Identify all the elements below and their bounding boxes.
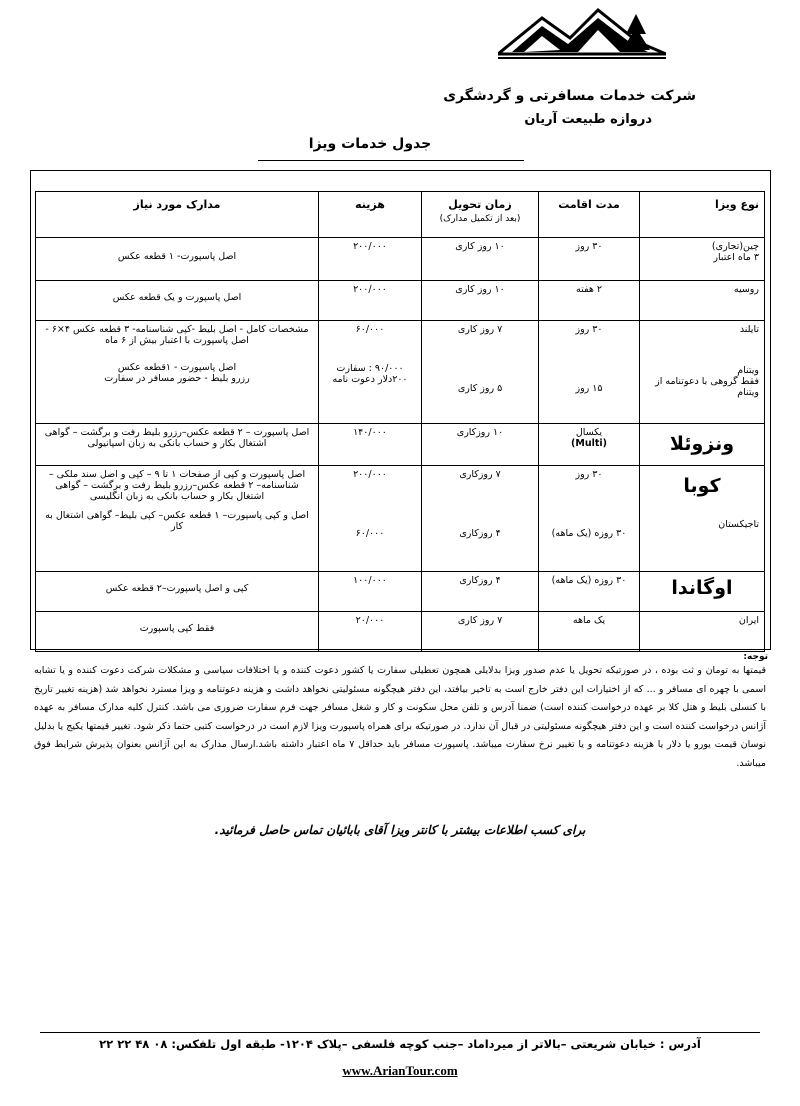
cost-line: ۲۰۰/۰۰۰	[353, 469, 387, 480]
header-delivery	[422, 192, 539, 238]
cell-delivery: ۱۰ روز کاری	[422, 238, 539, 281]
cell-type	[640, 321, 765, 424]
visa-services-table	[35, 191, 765, 652]
table-row	[36, 572, 765, 612]
delivery-line: ۵ روز کاری	[457, 383, 503, 394]
type-line: فقط گروهی با دعوتنامه از ویتنام	[655, 376, 759, 398]
stay-line: یکسال	[575, 427, 603, 438]
docs-text: رزرو بلیط - حضور مسافر در سفارت	[104, 373, 250, 384]
docs-text: اصل و کپی پاسپورت– ۱ قطعه عکس– کپی بلیط– گواهی اشتغال به کار	[45, 510, 309, 532]
cost-line: ۶۰/۰۰۰	[355, 324, 385, 335]
cell-cost	[319, 321, 422, 424]
cell-docs	[36, 238, 319, 281]
company-subtitle: دروازه طبیعت آریان	[524, 112, 652, 127]
cell-docs	[36, 281, 319, 321]
cell-delivery	[422, 466, 539, 572]
cell-cost: ۱۰۰/۰۰۰	[319, 572, 422, 612]
stay-line: ۳۰ روز	[575, 469, 603, 480]
table-row	[36, 281, 765, 321]
cell-docs	[36, 321, 319, 424]
docs-text: اصل پاسپورت و یک قطعه عکس	[112, 292, 242, 303]
cell-delivery: ۴ روزکاری	[422, 572, 539, 612]
page-title: جدول خدمات ویزا	[308, 136, 432, 152]
delivery-line: ۴ روزکاری	[459, 528, 501, 539]
cell-type	[640, 572, 765, 612]
cost-line: ۶۰/۰۰۰	[355, 528, 385, 539]
cell-stay: ۳۰ روزه (یک ماهه)	[539, 572, 640, 612]
cell-cost	[319, 466, 422, 572]
cell-docs: اصل پاسپورت – ۲ قطعه عکس–رزرو بلیط رفت و برگشت – گواهی اشتغال بکار و حساب بانکی به زبان اسپانیولی	[36, 424, 319, 466]
country-cuba: کوبا	[683, 475, 721, 497]
cell-stay	[539, 424, 640, 466]
cell-docs	[36, 612, 319, 652]
cell-type	[640, 424, 765, 466]
cell-type	[640, 466, 765, 572]
docs-text: اصل پاسپورت - ۱قطعه عکس	[117, 362, 237, 373]
website-link[interactable]: www.ArianTour.com	[342, 1063, 458, 1078]
header-docs: مدارک مورد نیاز	[36, 192, 319, 238]
docs-text: کپی و اصل پاسپورت–۲ قطعه عکس	[105, 583, 249, 594]
type-line: چین(تجاری)	[711, 241, 759, 252]
docs-text: فقط کپی پاسپورت	[139, 623, 215, 634]
cell-stay	[539, 466, 640, 572]
cell-cost: ۱۴۰/۰۰۰	[319, 424, 422, 466]
docs-text: اصل پاسپورت- ۱ قطعه عکس	[117, 251, 237, 262]
cell-cost: ۲۰۰/۰۰۰	[319, 238, 422, 281]
contact-line: برای کسب اطلاعات بیشتر با کانتر ویزا آقای بابائیان تماس حاصل فرمائید.	[214, 823, 586, 837]
cost-line: ۹۰/۰۰۰ : سفارت	[336, 363, 404, 374]
docs-text: اصل پاسپورت و کپی از صفحات ۱ تا ۹ – کپی و اصل سند ملکی – شناسنامه– ۲ قطعه عکس–رزرو بلیط رفت و برگشت – گواهی اشتغال بکار و حساب بانکی به زبان انگلیسی	[48, 469, 306, 502]
docs-text: مشخصات کامل - اصل بلیط -کپی شناسنامه- ۳ قطعه عکس ۴×۶ - اصل پاسپورت با اعتبار بیش از ۶ ماه	[45, 324, 309, 346]
header-delivery-note: (بعد از تکمیل مدارک)	[439, 214, 521, 224]
cell-delivery	[422, 321, 539, 424]
note-heading: توجه:	[743, 652, 768, 662]
cell-type	[640, 238, 765, 281]
table-row	[36, 612, 765, 652]
footer-divider	[40, 1032, 760, 1033]
delivery-line: ۷ روز کاری	[457, 324, 503, 335]
cell-cost: ۲۰۰/۰۰۰	[319, 281, 422, 321]
cell-type: ایران	[640, 612, 765, 652]
stay-note: (Multi)	[571, 438, 607, 449]
stay-line: ۳۰ روز	[575, 324, 603, 335]
table-row	[36, 321, 765, 424]
company-logo	[498, 6, 666, 62]
type-line: ۳ ماه اعتبار	[713, 252, 759, 263]
cell-stay	[539, 321, 640, 424]
company-header	[443, 86, 696, 130]
stay-line: ۱۵ روز	[575, 383, 603, 394]
header-cost: هزینه	[319, 192, 422, 238]
cell-type: روسیه	[640, 281, 765, 321]
type-line: ویتنام	[737, 365, 759, 376]
company-name: شرکت خدمات مسافرتی و گردشگری	[443, 88, 696, 104]
cell-stay: ۳۰ روز	[539, 238, 640, 281]
type-line: تاجیکستان	[718, 519, 759, 530]
cell-docs	[36, 572, 319, 612]
table-row	[36, 466, 765, 572]
header-stay: مدت اقامت	[539, 192, 640, 238]
address-line: آدرس : خیابان شریعتی –بالاتر از میرداماد –جنب کوچه فلسفی –پلاک ۱۲۰۴- طبقه اول تلفکس: ۰۸ ۴۸ ۲۲ ۲۲	[99, 1037, 701, 1051]
country-uganda: اوگاندا	[671, 577, 733, 599]
delivery-line: ۷ روزکاری	[459, 469, 501, 480]
note-text: قیمتها به تومان و ثت بوده ، در صورتیکه تحویل یا عدم صدور ویزا بدلایلی همچون تعطیلی سفارت یا کشور دعوت کننده و یا اختلافات سیاسی و مشکلات شرکت دعوت کننده و یا تشابه اسمی با چهره ای مسافر و ... که از اختیارات این دفتر خارج است به تاخیر بیافتد، این دفتر هیچگونه مسئولیتی نخواهد داشت و هزینه دعوتنامه و ویزا مسترد نخواهد شد (هزینه تغییر تاریخ با کنسلی بلیط و هتل کلا بر عهده درخواست کننده است) ضمنا آدرس و تلفن محل سکونت و کار و شغل مسافر جهت فرم سفارت ضروری می باشد. کنترل کلیه مدارک مسافر به عهده آژانس درخواست کننده است و این دفتر هیچگونه مسئولیتی در قبال آن ندارد. در صورتیکه برای همراه پاسپورت ویزا لازم است در درخواست کتبی حتما ذکر شود. تغییر قیمتها یکیج یا بدلیل نوسان قیمت یورو یا دلار یا هزینه دعوتنامه و یا تغییر نرخ سفارت میباشد. پاسپورت مسافر باید حداقل ۷ ماه اعتبار داشته باشد.ارسال مدارک به این آژانس بعنوان پذیرش شرایط فوق میباشد.	[34, 665, 767, 769]
type-line: تایلند	[739, 324, 759, 335]
cell-stay: یک ماهه	[539, 612, 640, 652]
cell-cost: ۲۰/۰۰۰	[319, 612, 422, 652]
cell-delivery: ۱۰ روز کاری	[422, 281, 539, 321]
stay-line: ۳۰ روزه (یک ماهه)	[551, 528, 627, 539]
table-row	[36, 238, 765, 281]
cell-delivery: ۷ روز کاری	[422, 612, 539, 652]
cell-docs	[36, 466, 319, 572]
table-row	[36, 424, 765, 466]
title-underline	[258, 160, 524, 161]
cell-stay: ۲ هفته	[539, 281, 640, 321]
cost-line: ۲۰۰دلار دعوت نامه	[332, 374, 408, 385]
cell-delivery: ۱۰ روزکاری	[422, 424, 539, 466]
table-header-row	[36, 192, 765, 238]
country-venezuela: ونزوئلا	[669, 433, 735, 455]
header-delivery-label: زمان تحویل	[448, 198, 512, 211]
note-section	[30, 652, 770, 773]
header-type: نوع ویزا	[640, 192, 765, 238]
